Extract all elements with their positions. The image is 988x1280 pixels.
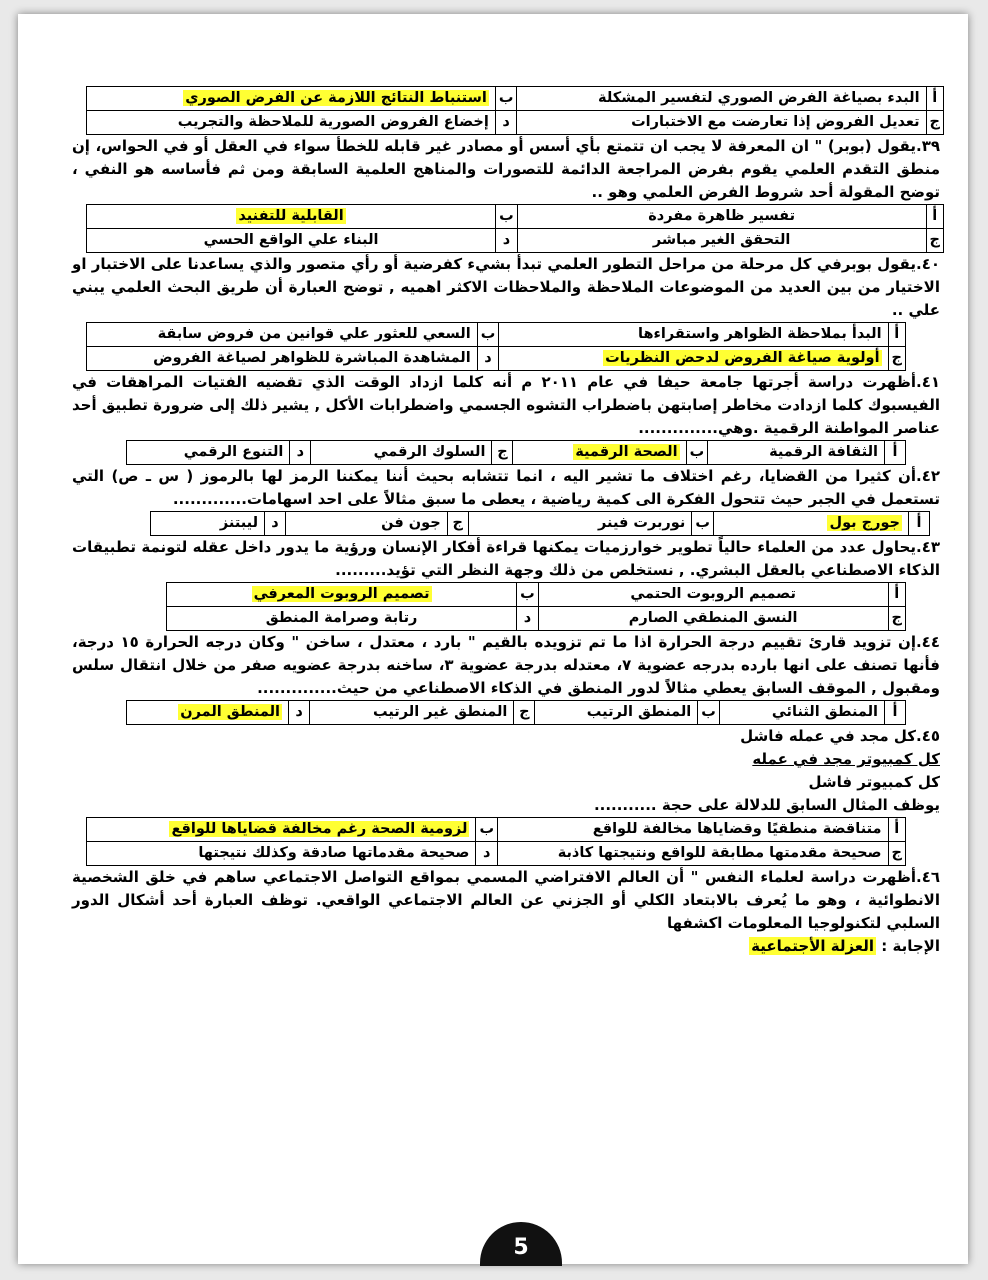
option-key: ب	[686, 441, 708, 465]
option-key: ج	[447, 512, 468, 536]
option-key: ب	[495, 87, 517, 111]
q42-option-c: جون فن	[286, 512, 448, 536]
document-page	[18, 14, 968, 1264]
highlighted-answer: لزومية الصحة رغم مخالفة قضاياها للواقع	[171, 821, 468, 837]
table-row	[87, 347, 906, 371]
question-42: ٤٢.أن كثيرا من القضايا، رغم اختلاف ما تشير اليه ، انما تتشابه بحيث أننا يمكننا الرمز لها بالرموز ( س ـ ص) التي تستعمل في الجبر حيث تتحول الفكرة الى كمية رياضية ، يعطى ما سبق مثالاً على احد اسهامات.............	[72, 467, 940, 508]
q43-option-b	[167, 583, 517, 607]
option-key: ج	[888, 607, 905, 631]
page-number-badge: 5	[480, 1222, 562, 1266]
q44-option-a: المنطق الثنائي	[719, 701, 884, 725]
option-key: ج	[492, 441, 513, 465]
answer-label: الإجابة :	[881, 937, 940, 955]
q38-option-c: تعديل الفروض إذا تعارضت مع الاختبارات	[517, 111, 926, 135]
question-43: ٤٣.يحاول عدد من العلماء حالياً تطوير خوارزميات يمكنها قراءة أفكار الإنسان ورؤية ما يدور داخل عقله لتونمة تطبيقات الذكاء الاصطناعي بالعقل البشري. , نستخلص من ذلك وجهة النظر التي تؤيد.........	[72, 538, 940, 579]
q42-option-d: ليبتنز	[151, 512, 265, 536]
option-key: ب	[477, 323, 499, 347]
q41-option-a: الثقافة الرقمية	[708, 441, 885, 465]
q43-option-d: رتابة وصرامة المنطق	[167, 607, 517, 631]
q41-option-c: السلوك الرقمي	[311, 441, 492, 465]
option-key: ج	[888, 842, 905, 866]
table-row	[87, 111, 944, 135]
option-key: ج	[926, 229, 943, 253]
highlighted-answer: تصميم الروبوت المعرفي	[253, 586, 430, 602]
q44-option-b: المنطق الرتيب	[535, 701, 698, 725]
option-key: أ	[909, 512, 930, 536]
table-row	[127, 441, 906, 465]
q45-option-b	[87, 818, 476, 842]
option-key: ج	[888, 347, 905, 371]
option-key: أ	[888, 818, 905, 842]
q40-option-a: البدأ بملاحظة الظواهر واستقراءها	[499, 323, 888, 347]
table-row	[87, 818, 906, 842]
q45-options-table	[86, 817, 906, 866]
q39-options-table	[86, 204, 944, 253]
highlighted-answer: جورج بول	[829, 515, 900, 531]
q41-option-b	[513, 441, 686, 465]
option-key: أ	[888, 583, 905, 607]
option-key: أ	[926, 205, 943, 229]
q45-option-a: متناقضة منطقيًا وقضاياها مخالفة للواقع	[498, 818, 889, 842]
option-key: ج	[926, 111, 943, 135]
q41-options-table	[126, 440, 906, 465]
table-row	[127, 701, 906, 725]
q44-option-d	[127, 701, 289, 725]
table-row	[87, 842, 906, 866]
table-row	[87, 229, 944, 253]
q38-option-a: البدء بصياغة الفرض الصوري لتفسير المشكلة	[517, 87, 926, 111]
question-41: ٤١.أظهرت دراسة أجرتها جامعة حيفا في عام ٢٠١١ م أنه كلما ازداد الوقت الذي تقضيه الفتيات المراهقات في الفيسبوك كلما ازدادت مخاطر إصابتهن باضطراب التشوه الجسمي واضطرابات الأكل , يشير ذلك إلى ضرورة تطبيق أحد عناصر المواطنة الرقمية .وهي..............	[72, 373, 940, 437]
question-45-line2: كل كمبيوتر مجد في عمله	[752, 750, 940, 768]
option-key: أ	[926, 87, 943, 111]
q39-option-d: البناء علي الواقع الحسي	[87, 229, 496, 253]
q39-option-a: تفسير ظاهرة مفردة	[517, 205, 926, 229]
q45-option-d: صحيحة مقدماتها صادقة وكذلك نتيجتها	[87, 842, 476, 866]
option-key: ب	[698, 701, 720, 725]
highlighted-answer: الصحة الرقمية	[575, 444, 678, 460]
option-key: د	[265, 512, 286, 536]
document-content	[68, 86, 944, 958]
option-key: ب	[517, 583, 539, 607]
question-45-line3: كل كمبيوتر فاشل	[808, 773, 940, 791]
q39-option-b	[87, 205, 496, 229]
q42-option-b: نوربرت فينر	[468, 512, 692, 536]
option-key: د	[495, 111, 517, 135]
option-key: د	[290, 441, 311, 465]
q45-option-c: صحيحة مقدمتها مطابقة للواقع ونتيجتها كاذبة	[498, 842, 889, 866]
highlighted-answer: العزلة الأجتماعية	[751, 937, 875, 955]
highlighted-answer: المنطق المرن	[180, 704, 281, 720]
q38-option-d: إخضاع الفروض الصورية للملاحظة والتجريب	[87, 111, 496, 135]
question-45-line4: يوظف المثال السابق للدلالة على حجة ...........	[593, 796, 940, 814]
option-key: ب	[692, 512, 714, 536]
q40-option-c	[499, 347, 888, 371]
q43-options-table	[166, 582, 906, 631]
answer-line	[72, 935, 940, 958]
q43-option-c: النسق المنطقي الصارم	[538, 607, 888, 631]
table-row	[167, 607, 906, 631]
q44-options-table	[126, 700, 906, 725]
question-44: ٤٤.إن تزويد قارئ تقييم درجة الحرارة اذا ما تم تزويده بالقيم " بارد ، معتدل ، ساخن " وكان درجه الحرارة ١٥ درجة، فأنها تصنف على انها بارده بدرجه عضوية ٧، معتدله بدرجة عضوية ٣، ساخنه بدرجة عضويه صفر من خلال انتقال سلس ومقبول , الموقف السابق يعطي مثالاً لدور المنطق في الذكاء الاصطناعي من حيث..............	[72, 633, 940, 697]
question-45-line1: ٤٥.كل مجد في عمله فاشل	[740, 727, 940, 745]
option-key: ج	[514, 701, 535, 725]
option-key: ب	[496, 205, 518, 229]
question-46: ٤٦.أظهرت دراسة لعلماء النفس " أن العالم الافتراضي المسمي بمواقع التواصل الاجتماعي ساهم في خلق الشخصية الانطوائية ، وهو ما يُعرف بالابتعاد الكلي أو الجزني عن العالم الاجتماعي الواقعي. توظف العبارة أحد أشكال الدور السلبي لتكنولوجيا المعلومات اكشفها	[72, 868, 940, 932]
option-key: د	[496, 229, 518, 253]
highlighted-answer: استنباط النتائج اللازمة عن الفرض الصوري	[185, 90, 487, 106]
q38-options-table	[86, 86, 944, 135]
table-row	[167, 583, 906, 607]
highlighted-answer: القابلية للتفنيد	[238, 208, 344, 224]
table-row	[87, 205, 944, 229]
option-key: أ	[888, 323, 905, 347]
option-key: د	[476, 842, 498, 866]
table-row	[87, 323, 906, 347]
option-key: أ	[885, 701, 906, 725]
q39-option-c: التحقق الغير مباشر	[517, 229, 926, 253]
q42-option-a	[713, 512, 908, 536]
option-key: د	[477, 347, 499, 371]
q44-option-c: المنطق غير الرتيب	[310, 701, 514, 725]
q40-option-b: السعي للعثور علي قوانين من فروض سابقة	[87, 323, 478, 347]
q38-option-b	[87, 87, 496, 111]
q41-option-d: التنوع الرقمي	[127, 441, 290, 465]
question-40: ٤٠.يقول بوبرفي كل مرحلة من مراحل التطور العلمي تبدأ بشيء كفرضية أو رأي متصور والذي يساعدنا على الاختبار او الاختيار من بين العديد من الموضوعات الملاحظة والملاحظات الاكثر اهميه , توضح العبارة أن طريق البحث العلمي يبني علي ..	[72, 255, 940, 319]
q40-option-d: المشاهدة المباشرة للظواهر لصياغة الفروض	[87, 347, 478, 371]
option-key: د	[289, 701, 310, 725]
q43-option-a: تصميم الروبوت الحتمي	[538, 583, 888, 607]
option-key: د	[517, 607, 539, 631]
table-row	[151, 512, 930, 536]
question-39: ٣٩.يقول (بوبر) " ان المعرفة لا يجب ان تتمتع بأي أسس أو مصادر غير قابله للخطأ سواء في العقل أو في الحواس، إن منطق التقدم العلمي يقوم بفرض المراجعة الدائمة للتصورات والمناهج العلمية السابقة ومن ثم فأساسه هو النفي ، توضح المقولة أحد شروط الفرض العلمي وهو ..	[72, 137, 940, 201]
option-key: أ	[885, 441, 906, 465]
highlighted-answer: أولوية صياغة الفروض لدحض النظريات	[605, 350, 880, 366]
option-key: ب	[476, 818, 498, 842]
table-row	[87, 87, 944, 111]
q42-options-table	[150, 511, 930, 536]
q40-options-table	[86, 322, 906, 371]
